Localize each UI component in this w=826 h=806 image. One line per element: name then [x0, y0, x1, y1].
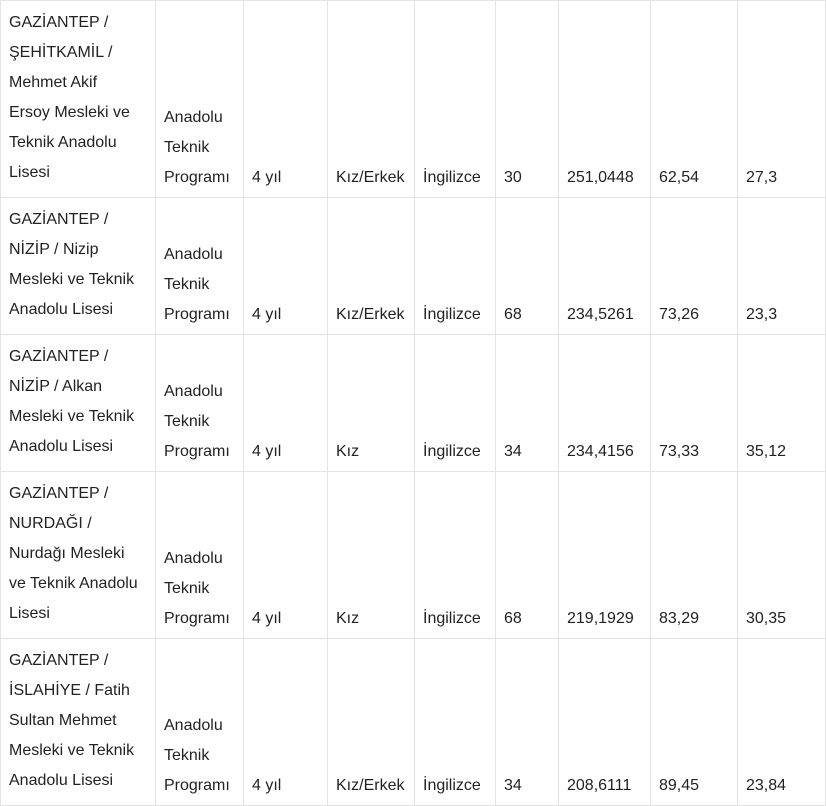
score-cell: 219,1929 — [559, 472, 651, 639]
program-cell: Anadolu Teknik Programı — [156, 639, 244, 806]
score-cell: 251,0448 — [559, 1, 651, 198]
school-cell: GAZİANTEP / NİZİP / Alkan Mesleki ve Teknik Anadolu Lisesi — [1, 335, 156, 472]
percentile-cell: 62,54 — [651, 1, 738, 198]
score-cell: 234,4156 — [559, 335, 651, 472]
school-cell: GAZİANTEP / NİZİP / Nizip Mesleki ve Teknik Anadolu Lisesi — [1, 198, 156, 335]
last-value-cell: 23,3 — [738, 198, 826, 335]
table-row — [1, 1, 826, 198]
percentile-cell: 83,29 — [651, 472, 738, 639]
duration-cell: 4 yıl — [244, 639, 328, 806]
school-cell: GAZİANTEP / NURDAĞI / Nurdağı Mesleki ve Teknik Anadolu Lisesi — [1, 472, 156, 639]
quota-cell: 68 — [496, 472, 559, 639]
quota-cell: 30 — [496, 1, 559, 198]
score-cell: 208,6111 — [559, 639, 651, 806]
program-cell: Anadolu Teknik Programı — [156, 335, 244, 472]
last-value-cell: 23,84 — [738, 639, 826, 806]
quota-cell: 34 — [496, 639, 559, 806]
percentile-cell: 73,33 — [651, 335, 738, 472]
percentile-cell: 89,45 — [651, 639, 738, 806]
quota-cell: 68 — [496, 198, 559, 335]
table-row — [1, 335, 826, 472]
last-value-cell: 35,12 — [738, 335, 826, 472]
language-cell: İngilizce — [415, 472, 496, 639]
program-cell: Anadolu Teknik Programı — [156, 472, 244, 639]
gender-cell: Kız/Erkek — [328, 1, 415, 198]
duration-cell: 4 yıl — [244, 335, 328, 472]
language-cell: İngilizce — [415, 1, 496, 198]
percentile-cell: 73,26 — [651, 198, 738, 335]
duration-cell: 4 yıl — [244, 472, 328, 639]
gender-cell: Kız/Erkek — [328, 639, 415, 806]
score-cell: 234,5261 — [559, 198, 651, 335]
language-cell: İngilizce — [415, 335, 496, 472]
language-cell: İngilizce — [415, 198, 496, 335]
duration-cell: 4 yıl — [244, 1, 328, 198]
program-cell: Anadolu Teknik Programı — [156, 1, 244, 198]
duration-cell: 4 yıl — [244, 198, 328, 335]
school-cell: GAZİANTEP / İSLAHİYE / Fatih Sultan Mehmet Mesleki ve Teknik Anadolu Lisesi — [1, 639, 156, 806]
school-cell: GAZİANTEP / ŞEHİTKAMİL / Mehmet Akif Ersoy Mesleki ve Teknik Anadolu Lisesi — [1, 1, 156, 198]
last-value-cell: 27,3 — [738, 1, 826, 198]
table-row — [1, 639, 826, 806]
program-cell: Anadolu Teknik Programı — [156, 198, 244, 335]
gender-cell: Kız/Erkek — [328, 198, 415, 335]
gender-cell: Kız — [328, 472, 415, 639]
table-row — [1, 472, 826, 639]
table-row — [1, 198, 826, 335]
language-cell: İngilizce — [415, 639, 496, 806]
quota-cell: 34 — [496, 335, 559, 472]
last-value-cell: 30,35 — [738, 472, 826, 639]
gender-cell: Kız — [328, 335, 415, 472]
